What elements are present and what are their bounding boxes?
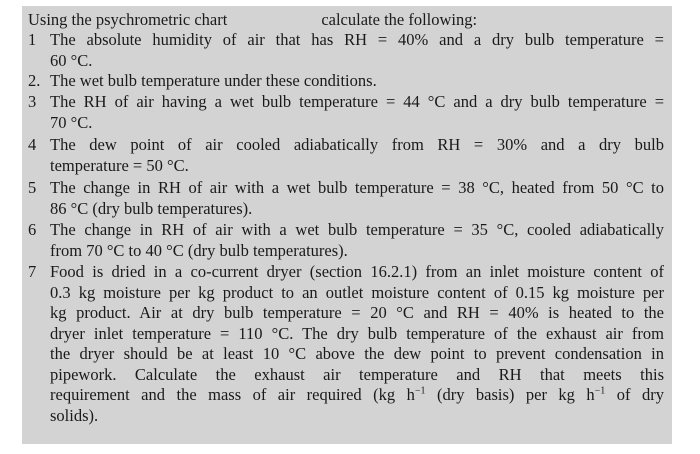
question-2 (28, 71, 664, 92)
line-text: of dry (605, 385, 664, 404)
question-line: The dew point of air cooled adiabatically from RH = 30% and a dry bulb (50, 135, 664, 154)
exponent: −1 (414, 385, 426, 397)
question-line: The change in RH of air with a wet bulb temperature = 35 °C, cooled adiabatically (50, 220, 664, 239)
question-number: 4 (28, 135, 37, 154)
question-4 (28, 135, 664, 176)
question-line: The wet bulb temperature under these conditions. (50, 71, 377, 90)
question-line: The absolute humidity of air that has RH = 40% and a dry bulb temperature = (50, 30, 664, 49)
question-line: 86 °C (dry bulb temperatures). (50, 198, 253, 218)
question-number: 3 (28, 92, 37, 111)
question-number: 5 (28, 178, 37, 197)
question-1 (28, 30, 664, 71)
question-line-units (50, 385, 664, 406)
question-line: The RH of air having a wet bulb temperature = 44 °C and a dry bulb temperature = (50, 92, 664, 111)
question-line: temperature = 50 °C. (50, 155, 189, 175)
question-line: pipework. Calculate the exhaust air temperature and RH that meets this (50, 364, 664, 384)
line-text: requirement and the mass of air required (kg h (50, 385, 415, 404)
question-line: dryer inlet temperature = 110 °C. The dry bulb temperature of the exhaust air from (50, 323, 664, 343)
question-line: 60 °C. (50, 50, 93, 70)
question-line: solids). (50, 405, 99, 425)
question-6 (28, 220, 664, 261)
question-number: 7 (28, 262, 37, 281)
question-5 (28, 178, 664, 219)
question-7 (28, 262, 664, 426)
question-number: 6 (28, 220, 37, 239)
line-text: (dry basis) per kg h (425, 385, 595, 404)
exponent: −1 (594, 385, 606, 397)
intro-right: calculate the following: (321, 10, 478, 29)
question-line: Food is dried in a co-current dryer (section 16.2.1) from an inlet moisture content of (50, 262, 664, 281)
question-number: 2. (28, 71, 41, 90)
question-line: the dryer should be at least 10 °C above the dew point to prevent condensation in (50, 344, 664, 363)
question-3 (28, 92, 664, 133)
question-line: 70 °C. (50, 112, 93, 132)
question-line: The change in RH of air with a wet bulb temperature = 38 °C, heated from 50 °C to (50, 178, 664, 197)
question-line: 0.3 kg moisture per kg product to an outlet moisture content of 0.15 kg moisture per (50, 282, 664, 302)
intro-line (28, 10, 477, 30)
intro-left: Using the psychrometric chart (28, 10, 228, 29)
question-line: kg product. Air at dry bulb temperature = 20 °C and RH = 40% is heated to the (50, 303, 664, 322)
question-page (22, 6, 672, 444)
question-number: 1 (28, 30, 37, 49)
question-line: from 70 °C to 40 °C (dry bulb temperatures). (50, 240, 348, 260)
